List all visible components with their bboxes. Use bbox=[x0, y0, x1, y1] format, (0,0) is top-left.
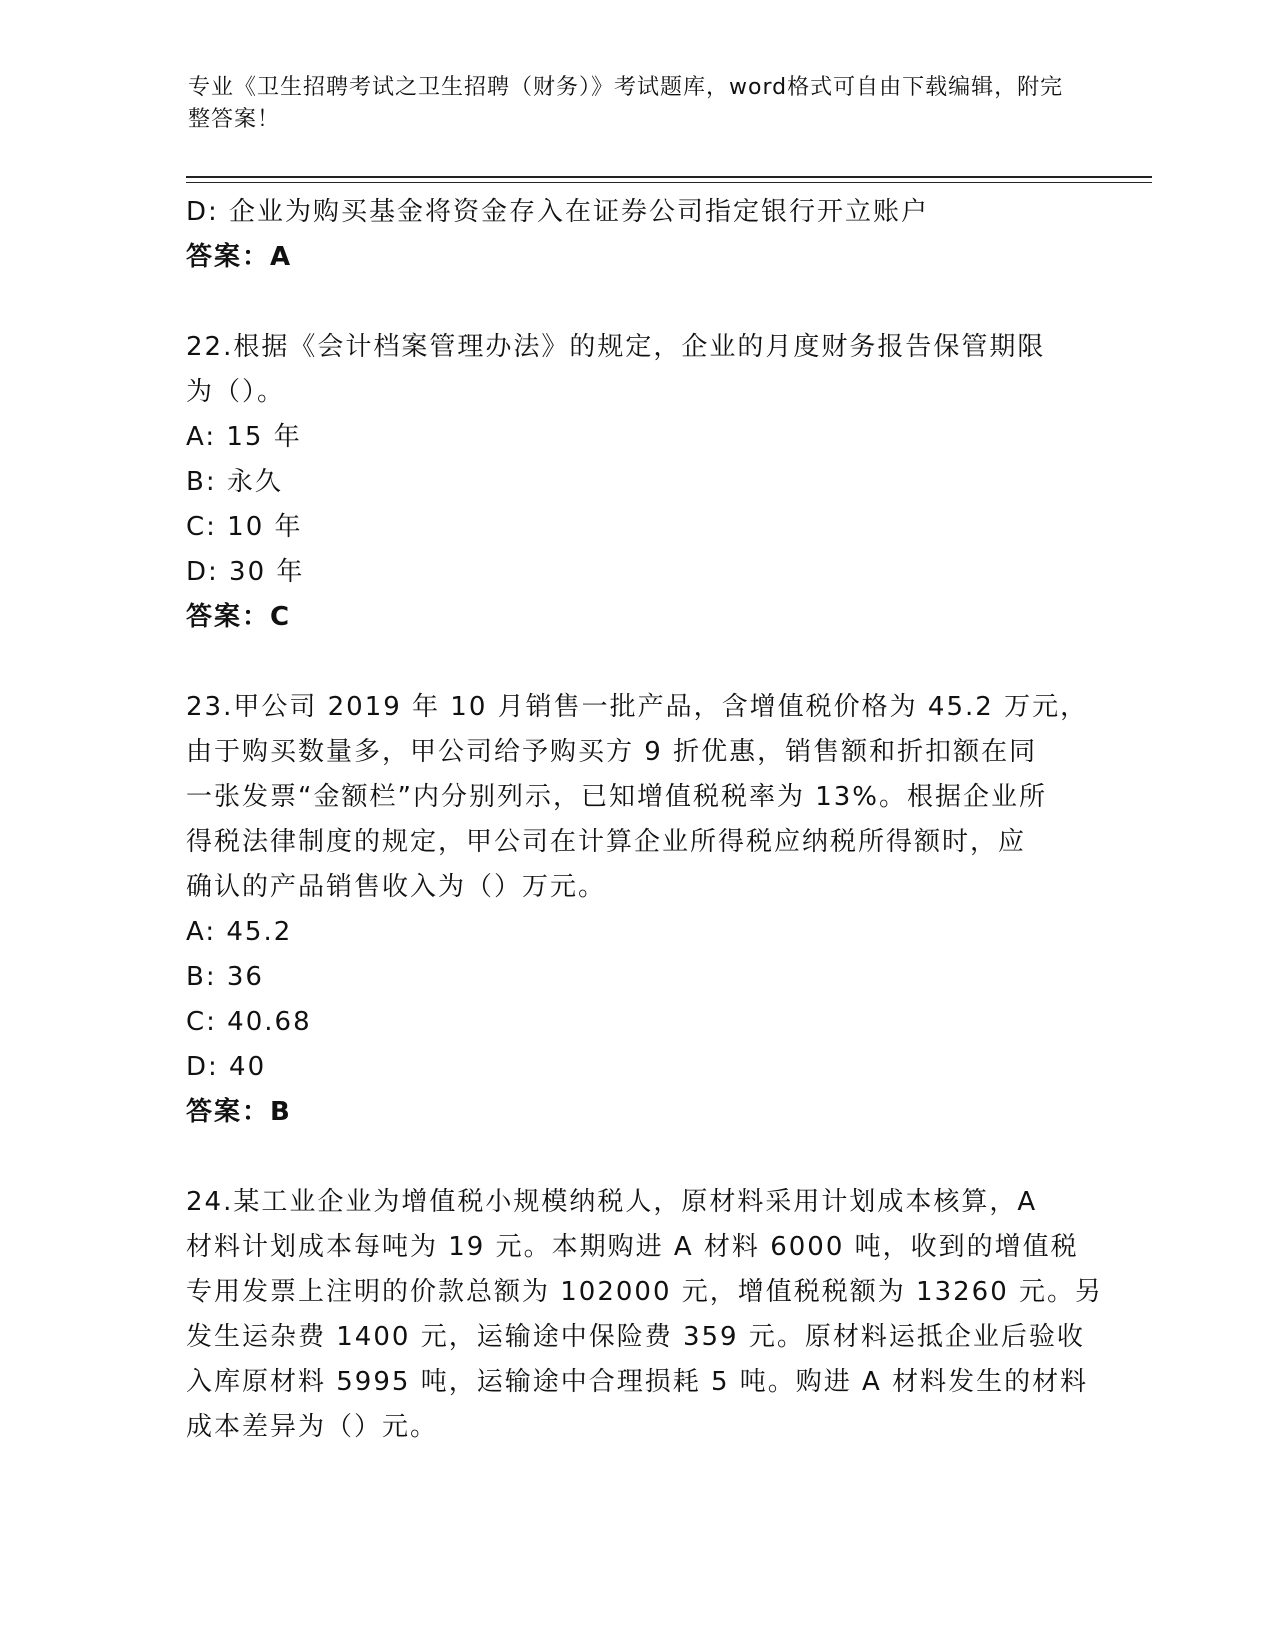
question-text-line: 发生运杂费 1400 元，运输途中保险费 359 元。原材料运抵企业后验收 bbox=[186, 1322, 1085, 1352]
spacer bbox=[186, 280, 1086, 325]
question-24 bbox=[186, 1180, 1104, 1450]
option-b: B: 永久 bbox=[186, 467, 283, 497]
spacer bbox=[186, 1135, 1086, 1180]
question-text-line: 材料计划成本每吨为 19 元。本期购进 A 材料 6000 吨，收到的增值税 bbox=[186, 1232, 1079, 1262]
option-a: A: 45.2 bbox=[186, 917, 293, 947]
prev-option-d: D: 企业为购买基金将资金存入在证券公司指定银行开立账户 bbox=[186, 197, 930, 227]
header-text: 专业《卫生招聘考试之卫生招聘（财务）》考试题库，word格式可自由下载编辑，附完整答案！ bbox=[188, 75, 1064, 132]
question-text-line: 24.某工业企业为增值税小规模纳税人，原材料采用计划成本核算，A bbox=[186, 1187, 1038, 1217]
option-b: B: 36 bbox=[186, 962, 264, 992]
answer: 答案：B bbox=[186, 1097, 292, 1127]
prev-answer: 答案：A bbox=[186, 242, 293, 272]
question-text-line: 专用发票上注明的价款总额为 102000 元，增值税税额为 13260 元。另 bbox=[186, 1277, 1104, 1307]
question-text-line: 为（）。 bbox=[186, 377, 286, 407]
option-d: D: 30 年 bbox=[186, 557, 305, 587]
question-text-line: 23.甲公司 2019 年 10 月销售一批产品，含增值税价格为 45.2 万元， bbox=[186, 692, 1089, 722]
question-text-line: 成本差异为（）元。 bbox=[186, 1412, 439, 1442]
question-text-line: 由于购买数量多，甲公司给予购买方 9 折优惠，销售额和折扣额在同 bbox=[186, 737, 1038, 767]
document-body bbox=[186, 190, 1104, 1450]
option-a: A: 15 年 bbox=[186, 422, 302, 452]
question-text-line: 得税法律制度的规定，甲公司在计算企业所得税应纳税所得额时，应 bbox=[186, 827, 1027, 857]
question-23 bbox=[186, 685, 1089, 1135]
spacer bbox=[186, 640, 1086, 685]
header-divider-thin bbox=[186, 182, 1152, 183]
option-c: C: 40.68 bbox=[186, 1007, 312, 1037]
question-text-line: 22.根据《会计档案管理办法》的规定，企业的月度财务报告保管期限 bbox=[186, 332, 1046, 362]
answer: 答案：C bbox=[186, 602, 292, 632]
question-text-line: 确认的产品销售收入为（）万元。 bbox=[186, 872, 607, 902]
question-22 bbox=[186, 325, 1086, 640]
option-c: C: 10 年 bbox=[186, 512, 303, 542]
header-divider-thick bbox=[186, 176, 1152, 178]
question-text-line: 入库原材料 5995 吨，运输途中合理损耗 5 吨。购进 A 材料发生的材料 bbox=[186, 1367, 1089, 1397]
option-d: D: 40 bbox=[186, 1052, 267, 1082]
page-header bbox=[188, 72, 1068, 136]
question-text-line: 一张发票“金额栏”内分别列示，已知增值税税率为 13%。根据企业所 bbox=[186, 782, 1047, 812]
